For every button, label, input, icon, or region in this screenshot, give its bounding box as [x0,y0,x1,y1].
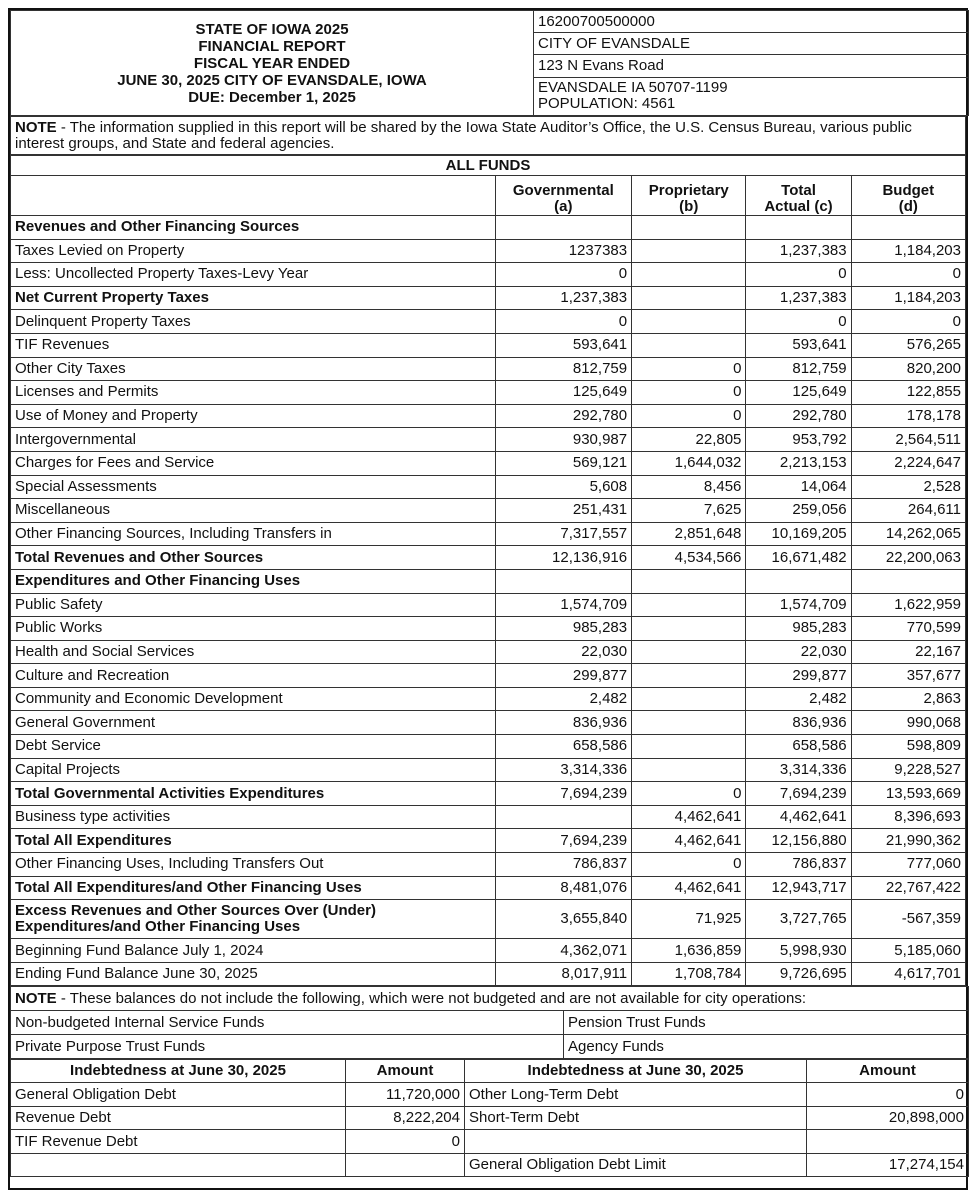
budget-value: 2,224,647 [851,451,965,475]
row-label: Other Financing Uses, Including Transfers Out [11,853,496,877]
row-label: Culture and Recreation [11,664,496,688]
table-row [11,404,966,428]
column-header-total-actual [746,176,851,216]
debt-label [465,1130,807,1154]
debt-amount [346,1153,465,1177]
proprietary-value: 4,462,641 [632,829,746,853]
budget-value: 820,200 [851,357,965,381]
debt-amount: 8,222,204 [346,1106,465,1130]
row-label: Taxes Levied on Property [11,239,496,263]
column-header-line: (d) [898,198,918,215]
row-label: Licenses and Permits [11,381,496,405]
budget-value: -567,359 [851,900,965,939]
indebtedness-table [10,1059,969,1177]
row-label: Intergovernmental [11,428,496,452]
table-row [11,239,966,263]
note-privacy [10,116,966,155]
note-body: - The information supplied in this report will be shared by the Iowa State Auditor’s Office, the U.S. Census Bureau, various public interest groups, and State and federal agencies. [15,118,912,152]
budget-value: 2,528 [851,475,965,499]
row-label: Expenditures and Other Financing Uses [11,569,496,593]
row-label: Special Assessments [11,475,496,499]
title-line: FINANCIAL REPORT [198,37,346,55]
proprietary-value: 1,644,032 [632,451,746,475]
fund-rows [11,216,966,986]
budget-value [851,216,965,240]
proprietary-value [632,664,746,688]
governmental-value: 985,283 [495,617,632,641]
table-row [11,876,966,900]
indebtedness-header: Indebtedness at June 30, 2025 [11,1060,346,1083]
proprietary-value [632,310,746,334]
governmental-value: 930,987 [495,428,632,452]
governmental-value: 0 [495,310,632,334]
budget-value: 14,262,065 [851,522,965,546]
row-label: Health and Social Services [11,640,496,664]
row-label: Revenues and Other Financing Sources [11,216,496,240]
debt-amount: 0 [346,1130,465,1154]
report-title [11,11,534,116]
proprietary-value [632,640,746,664]
total-actual-value: 125,649 [746,381,851,405]
proprietary-value [632,735,746,759]
row-label: Public Works [11,617,496,641]
table-row [11,853,966,877]
proprietary-value: 4,534,566 [632,546,746,570]
row-label: Excess Revenues and Other Sources Over (Under) Expenditures/and Other Financing Uses [11,900,496,939]
title-line: STATE OF IOWA 2025 [195,20,349,38]
note-body: - These balances do not include the following, which were not budgeted and are not available for city operations: [56,989,807,1007]
budget-value: 13,593,669 [851,782,965,806]
total-actual-value: 786,837 [746,853,851,877]
row-label: Beginning Fund Balance July 1, 2024 [11,939,496,963]
note-privacy-text [11,117,966,155]
total-actual-value: 1,237,383 [746,239,851,263]
governmental-value: 786,837 [495,853,632,877]
governmental-value: 1,237,383 [495,286,632,310]
governmental-value: 292,780 [495,404,632,428]
table-row [11,900,966,939]
budget-value: 0 [851,263,965,287]
row-label: Debt Service [11,735,496,759]
governmental-value: 299,877 [495,664,632,688]
budget-value: 178,178 [851,404,965,428]
amount-header: Amount [807,1060,969,1083]
table-row [11,962,966,986]
row-label: Other City Taxes [11,357,496,381]
table-row [11,310,966,334]
total-actual-value: 10,169,205 [746,522,851,546]
id-number: 16200700500000 [534,11,969,33]
proprietary-value: 8,456 [632,475,746,499]
debt-amount: 20,898,000 [807,1106,969,1130]
city-state-zip: EVANSDALE IA 50707-1199 [538,79,728,97]
total-actual-value: 1,574,709 [746,593,851,617]
budget-value: 5,185,060 [851,939,965,963]
total-actual-value: 812,759 [746,357,851,381]
debt-label: General Obligation Debt Limit [465,1153,807,1177]
note-nonbudgeted [10,986,969,1059]
total-actual-value [746,569,851,593]
row-label: Business type activities [11,805,496,829]
row-label: TIF Revenues [11,333,496,357]
budget-value: 357,677 [851,664,965,688]
debt-label: TIF Revenue Debt [11,1130,346,1154]
all-funds-table [10,155,966,986]
proprietary-value [632,593,746,617]
table-row [11,263,966,287]
row-label: Use of Money and Property [11,404,496,428]
proprietary-value: 0 [632,357,746,381]
governmental-value: 0 [495,263,632,287]
table-row [11,593,966,617]
proprietary-value: 4,462,641 [632,876,746,900]
proprietary-value [632,263,746,287]
total-actual-value: 259,056 [746,499,851,523]
row-label: Community and Economic Development [11,687,496,711]
governmental-value: 7,317,557 [495,522,632,546]
budget-value: 990,068 [851,711,965,735]
proprietary-value: 22,805 [632,428,746,452]
population: POPULATION: 4561 [538,95,676,113]
governmental-value: 5,608 [495,475,632,499]
budget-value: 21,990,362 [851,829,965,853]
table-row [11,805,966,829]
table-row [11,522,966,546]
governmental-value: 3,655,840 [495,900,632,939]
table-row [11,829,966,853]
governmental-value: 251,431 [495,499,632,523]
indebtedness-header: Indebtedness at June 30, 2025 [465,1060,807,1083]
proprietary-value [632,758,746,782]
debt-label: Short-Term Debt [465,1106,807,1130]
debt-label: Revenue Debt [11,1106,346,1130]
table-row [11,782,966,806]
budget-value: 22,767,422 [851,876,965,900]
table-row [11,286,966,310]
row-label: Total All Expenditures/and Other Financing Uses [11,876,496,900]
debt-label: Other Long-Term Debt [465,1083,807,1107]
table-row [11,216,966,240]
row-label: Charges for Fees and Service [11,451,496,475]
governmental-value: 836,936 [495,711,632,735]
governmental-value: 658,586 [495,735,632,759]
budget-value: 598,809 [851,735,965,759]
debt-row [11,1083,969,1107]
table-row [11,664,966,688]
total-actual-value: 2,213,153 [746,451,851,475]
budget-value [851,569,965,593]
table-row [11,758,966,782]
fund-item: Agency Funds [564,1035,969,1059]
budget-value: 576,265 [851,333,965,357]
governmental-value: 3,314,336 [495,758,632,782]
governmental-value [495,216,632,240]
title-line: FISCAL YEAR ENDED [193,54,351,72]
all-funds-title: ALL FUNDS [11,156,966,176]
row-label: General Government [11,711,496,735]
total-actual-value: 985,283 [746,617,851,641]
debt-label: General Obligation Debt [11,1083,346,1107]
total-actual-value: 14,064 [746,475,851,499]
table-row [11,451,966,475]
budget-value: 770,599 [851,617,965,641]
governmental-value: 125,649 [495,381,632,405]
proprietary-value [632,333,746,357]
proprietary-value: 0 [632,782,746,806]
table-row [11,687,966,711]
table-row [11,381,966,405]
budget-value: 9,228,527 [851,758,965,782]
proprietary-value: 1,636,859 [632,939,746,963]
total-actual-value: 2,482 [746,687,851,711]
budget-value: 2,564,511 [851,428,965,452]
row-label: Total Revenues and Other Sources [11,546,496,570]
table-row [11,735,966,759]
fund-item: Non-budgeted Internal Service Funds [11,1011,564,1035]
debt-rows [11,1083,969,1177]
governmental-value: 812,759 [495,357,632,381]
table-row [11,428,966,452]
total-actual-value: 953,792 [746,428,851,452]
title-line: JUNE 30, 2025 CITY OF EVANSDALE, IOWA [117,71,427,89]
proprietary-value [632,569,746,593]
proprietary-value: 0 [632,404,746,428]
governmental-value: 1,574,709 [495,593,632,617]
city-name: CITY OF EVANSDALE [534,33,969,55]
total-actual-value: 5,998,930 [746,939,851,963]
governmental-value: 2,482 [495,687,632,711]
table-row [11,499,966,523]
proprietary-value: 1,708,784 [632,962,746,986]
total-actual-value: 0 [746,310,851,334]
total-actual-value: 1,237,383 [746,286,851,310]
row-label: Total Governmental Activities Expenditures [11,782,496,806]
total-actual-value: 3,727,765 [746,900,851,939]
total-actual-value [746,216,851,240]
column-header-line: (b) [679,198,699,215]
governmental-value: 7,694,239 [495,829,632,853]
row-label: Total All Expenditures [11,829,496,853]
column-header-blank [11,176,496,216]
governmental-value: 1237383 [495,239,632,263]
table-row [11,546,966,570]
row-label: Delinquent Property Taxes [11,310,496,334]
total-actual-value: 292,780 [746,404,851,428]
proprietary-value: 2,851,648 [632,522,746,546]
governmental-value [495,569,632,593]
budget-value: 22,200,063 [851,546,965,570]
governmental-value: 7,694,239 [495,782,632,806]
table-row [11,475,966,499]
proprietary-value: 0 [632,381,746,405]
fund-item: Pension Trust Funds [564,1011,969,1035]
total-actual-value: 0 [746,263,851,287]
total-actual-value: 836,936 [746,711,851,735]
total-actual-value: 9,726,695 [746,962,851,986]
debt-amount [807,1130,969,1154]
debt-row [11,1153,969,1177]
proprietary-value [632,687,746,711]
budget-value: 777,060 [851,853,965,877]
row-label: Less: Uncollected Property Taxes-Levy Year [11,263,496,287]
city-state-zip-cell [534,77,969,115]
column-header-line: Budget [882,182,935,199]
budget-value: 0 [851,310,965,334]
report-header [10,10,969,116]
governmental-value: 8,017,911 [495,962,632,986]
proprietary-value [632,711,746,735]
row-label: Capital Projects [11,758,496,782]
governmental-value: 593,641 [495,333,632,357]
total-actual-value: 3,314,336 [746,758,851,782]
governmental-value: 4,362,071 [495,939,632,963]
total-actual-value: 4,462,641 [746,805,851,829]
column-header-budget [851,176,965,216]
financial-report-page [8,8,968,1190]
proprietary-value: 0 [632,853,746,877]
amount-header: Amount [346,1060,465,1083]
budget-value: 2,863 [851,687,965,711]
budget-value: 1,184,203 [851,239,965,263]
total-actual-value: 12,156,880 [746,829,851,853]
proprietary-value [632,239,746,263]
column-header-proprietary [632,176,746,216]
proprietary-value: 71,925 [632,900,746,939]
column-header-line: Total [781,182,816,199]
proprietary-value [632,617,746,641]
table-row [11,711,966,735]
debt-amount: 17,274,154 [807,1153,969,1177]
total-actual-value: 16,671,482 [746,546,851,570]
table-row [11,939,966,963]
debt-row [11,1130,969,1154]
governmental-value: 22,030 [495,640,632,664]
governmental-value: 8,481,076 [495,876,632,900]
table-row [11,357,966,381]
total-actual-value: 12,943,717 [746,876,851,900]
row-label: Miscellaneous [11,499,496,523]
row-label: Public Safety [11,593,496,617]
address: 123 N Evans Road [534,55,969,77]
proprietary-value [632,286,746,310]
budget-value: 4,617,701 [851,962,965,986]
governmental-value: 12,136,916 [495,546,632,570]
debt-amount: 0 [807,1083,969,1107]
note-label: NOTE [15,118,57,136]
column-header-governmental [495,176,632,216]
proprietary-value: 7,625 [632,499,746,523]
table-row [11,333,966,357]
total-actual-value: 7,694,239 [746,782,851,806]
budget-value: 1,622,959 [851,593,965,617]
proprietary-value: 4,462,641 [632,805,746,829]
note-label: NOTE [15,989,57,1007]
total-actual-value: 658,586 [746,735,851,759]
total-actual-value: 22,030 [746,640,851,664]
row-label: Other Financing Sources, Including Transfers in [11,522,496,546]
column-header-line: Governmental [512,182,614,199]
title-line: DUE: December 1, 2025 [188,88,356,106]
budget-value: 122,855 [851,381,965,405]
column-header-line: Actual (c) [764,198,833,215]
table-row [11,569,966,593]
table-row [11,640,966,664]
row-label: Net Current Property Taxes [11,286,496,310]
budget-value: 22,167 [851,640,965,664]
fund-item: Private Purpose Trust Funds [11,1035,564,1059]
governmental-value: 569,121 [495,451,632,475]
total-actual-value: 299,877 [746,664,851,688]
table-row [11,617,966,641]
budget-value: 264,611 [851,499,965,523]
note-nonbudgeted-text [11,987,969,1011]
budget-value: 8,396,693 [851,805,965,829]
column-header-line: Proprietary [648,182,729,199]
proprietary-value [632,216,746,240]
row-label: Ending Fund Balance June 30, 2025 [11,962,496,986]
column-header-line: (a) [554,198,573,215]
governmental-value [495,805,632,829]
total-actual-value: 593,641 [746,333,851,357]
debt-label [11,1153,346,1177]
budget-value: 1,184,203 [851,286,965,310]
debt-row [11,1106,969,1130]
debt-amount: 11,720,000 [346,1083,465,1107]
